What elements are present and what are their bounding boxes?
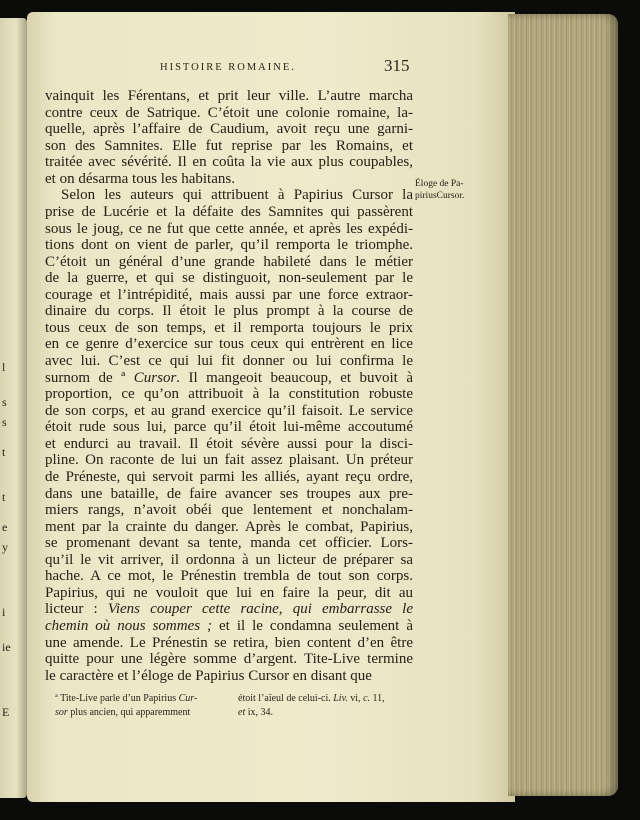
text-segment: ment par la crainte du danger. Après le combat, Papirius, — [45, 518, 413, 535]
text-segment: de son corps, et au grand exercice qu’il faisoit. Le service — [45, 402, 413, 419]
text-line — [45, 171, 413, 188]
text-segment: plus ancien, qui apparemment — [67, 707, 191, 718]
text-segment: qu’il le vit arriver, il ordonna à un licteur de préparer sa — [45, 551, 413, 568]
text-segment: pline. On raconte de lui un fait assez plaisant. Un préteur — [45, 452, 413, 469]
italic-text: Viens couper cette racine, qui embarrasse le — [107, 601, 414, 618]
text-line — [45, 436, 413, 453]
text-segment: de Préneste, qui servoit parmi les alliés, ayant reçu ordre, — [45, 468, 413, 485]
text-segment: son des Samnites. Elle fut reprise par les Romains, et — [45, 137, 413, 154]
text-line — [45, 519, 413, 536]
text-line — [45, 254, 413, 271]
text-segment: prise de Lucérie et la défaite des Samnites qui passèrent — [45, 203, 413, 220]
text-line — [45, 568, 413, 585]
text-segment: hache. A ce mot, le Prénestin trembla de tout son corps. — [45, 568, 413, 585]
facing-left-page — [0, 18, 27, 798]
text-line — [238, 706, 414, 720]
text-segment: le caractère et l’éloge de Papirius Cursor en disant que — [45, 667, 372, 684]
text-segment: proportion, ce qu’on attribuoit à la constitution robuste — [45, 386, 413, 403]
text-segment: traitée avec sévérité. Il en coûta la vie aux plus coupables, — [45, 154, 413, 171]
italic-text: sor — [55, 707, 68, 718]
footnote-left-column — [55, 692, 227, 720]
text-segment: quitte pour une légère somme d’argent. Tite-Live termine — [45, 651, 413, 668]
text-line — [45, 187, 413, 204]
text-line — [45, 320, 413, 337]
text-segment: Selon les auteurs qui attribuent à Papirius Cursor la — [61, 187, 413, 204]
text-segment: miers rangs, n’avoit obéi que lentement et nonchalam- — [45, 502, 413, 519]
left-page-fragment: E — [2, 705, 10, 719]
text-segment: quelle, après l’affaire de Caudium, avoit reçu une garni- — [45, 121, 413, 138]
left-page-fragment: s — [2, 415, 7, 429]
text-segment: et il le condamna seulement à — [212, 618, 413, 634]
text-line — [45, 386, 413, 403]
margin-note-line: Éloge de Pa- — [415, 179, 464, 189]
text-line — [45, 535, 413, 552]
text-line — [45, 469, 413, 486]
italic-text: chemin où nous sommes ; — [45, 618, 213, 634]
text-segment: sous le joug, ce ne fut que cette année, et après les expédi- — [45, 220, 413, 237]
text-line — [45, 138, 413, 155]
italic-text: Cur- — [178, 693, 198, 704]
left-page-fragment: l — [2, 360, 6, 374]
page-fore-edge — [508, 14, 618, 796]
text-segment: de la guerre, et qui se distinguoit, non-seulement par le — [45, 270, 413, 287]
text-segment: ix, 34. — [245, 707, 273, 718]
text-segment: tions dont on vient de parler, qu’il remporta le triomphe. — [45, 237, 413, 254]
text-segment: se promenant devant sa tente, manda cet officier. Lors- — [45, 535, 413, 552]
left-page-fragment: i — [2, 605, 6, 619]
left-page-fragment: e — [2, 520, 8, 534]
text-line — [45, 353, 413, 370]
text-line — [45, 452, 413, 469]
text-segment: . Il mangeoit beaucoup, et buvoit à — [176, 369, 413, 386]
text-line — [45, 105, 413, 122]
text-line — [45, 486, 413, 503]
left-page-fragment: ie — [2, 640, 11, 654]
text-line — [45, 370, 413, 387]
text-line — [45, 651, 413, 668]
text-segment: ª Tite-Live parle d’un Papirius — [55, 693, 179, 704]
italic-text: c. — [363, 693, 371, 704]
text-segment: avec lui. C’est ce qui lui fit donner ou lui confirma le — [45, 353, 413, 369]
italic-text: et — [238, 707, 246, 718]
italic-text: Liv. — [333, 693, 348, 704]
text-line — [238, 692, 414, 706]
left-page-fragment: t — [2, 445, 6, 459]
text-segment: étoit rude sous lui, parce qu’il étoit lui-même accoutumé — [45, 419, 413, 436]
text-line — [45, 403, 413, 420]
text-segment: surnom de ª — [45, 369, 134, 386]
text-segment: dinaire du corps. Il étoit le plus prompt à la course de — [45, 303, 413, 320]
page-number: 315 — [384, 56, 410, 75]
text-line — [45, 618, 413, 635]
body-text — [45, 88, 413, 684]
text-line — [45, 303, 413, 320]
italic-text: Cursor — [133, 369, 177, 386]
text-line — [45, 237, 413, 254]
left-page-fragment: t — [2, 490, 6, 504]
margin-note-line: piriusCursor. — [415, 191, 465, 201]
text-line — [45, 270, 413, 287]
text-line — [45, 204, 413, 221]
text-segment: et endurci au travail. Il étoit sévère aussi pour la disci- — [45, 435, 413, 452]
text-line — [45, 585, 413, 602]
text-line — [55, 706, 227, 720]
text-segment: licteur : — [45, 601, 108, 618]
text-segment: 11, — [370, 693, 385, 704]
text-line — [45, 502, 413, 519]
running-title: HISTOIRE ROMAINE. — [160, 62, 296, 73]
text-line — [45, 88, 413, 105]
text-segment: et on désarma tous les habitans. — [45, 170, 235, 187]
text-line — [45, 221, 413, 238]
text-line — [45, 287, 413, 304]
footnote-right-column — [238, 692, 414, 720]
left-page-fragment: y — [2, 540, 8, 554]
text-segment: dans une bataille, de faire avancer ses troupes aux pre- — [45, 485, 413, 502]
text-line — [45, 552, 413, 569]
text-segment: courage et l’intrépidité, mais aussi par une force extraor- — [45, 286, 413, 303]
left-page-fragment: s — [2, 395, 7, 409]
text-line — [45, 668, 413, 685]
text-line — [45, 601, 413, 618]
text-segment: en ce genre d’exercice sur tous ceux qui entrèrent en lice — [45, 336, 413, 353]
text-line — [55, 692, 227, 706]
text-line — [45, 154, 413, 171]
text-line — [45, 419, 413, 436]
text-line — [45, 635, 413, 652]
text-segment: C’étoit un général d’une grande habileté dans le métier — [45, 253, 413, 270]
text-line — [45, 336, 413, 353]
text-segment: étoit l’aïeul de celui-ci. — [238, 693, 334, 704]
text-segment: contre ceux de Satrique. C’étoit une colonie romaine, la- — [45, 104, 413, 121]
text-line — [45, 121, 413, 138]
margin-note — [415, 178, 464, 202]
text-segment: Papirius, qui ne vouloit que lui en faire la peur, dit au — [45, 584, 413, 601]
text-segment: tous ceux de son temps, et il remporta toujours le prix — [45, 319, 413, 336]
text-segment: vi, — [347, 693, 364, 704]
text-segment: vainquit les Férentans, et prit leur ville. L’autre marcha — [45, 88, 413, 104]
text-segment: une amende. Le Prénestin se retira, bien content d’en être — [45, 634, 413, 651]
